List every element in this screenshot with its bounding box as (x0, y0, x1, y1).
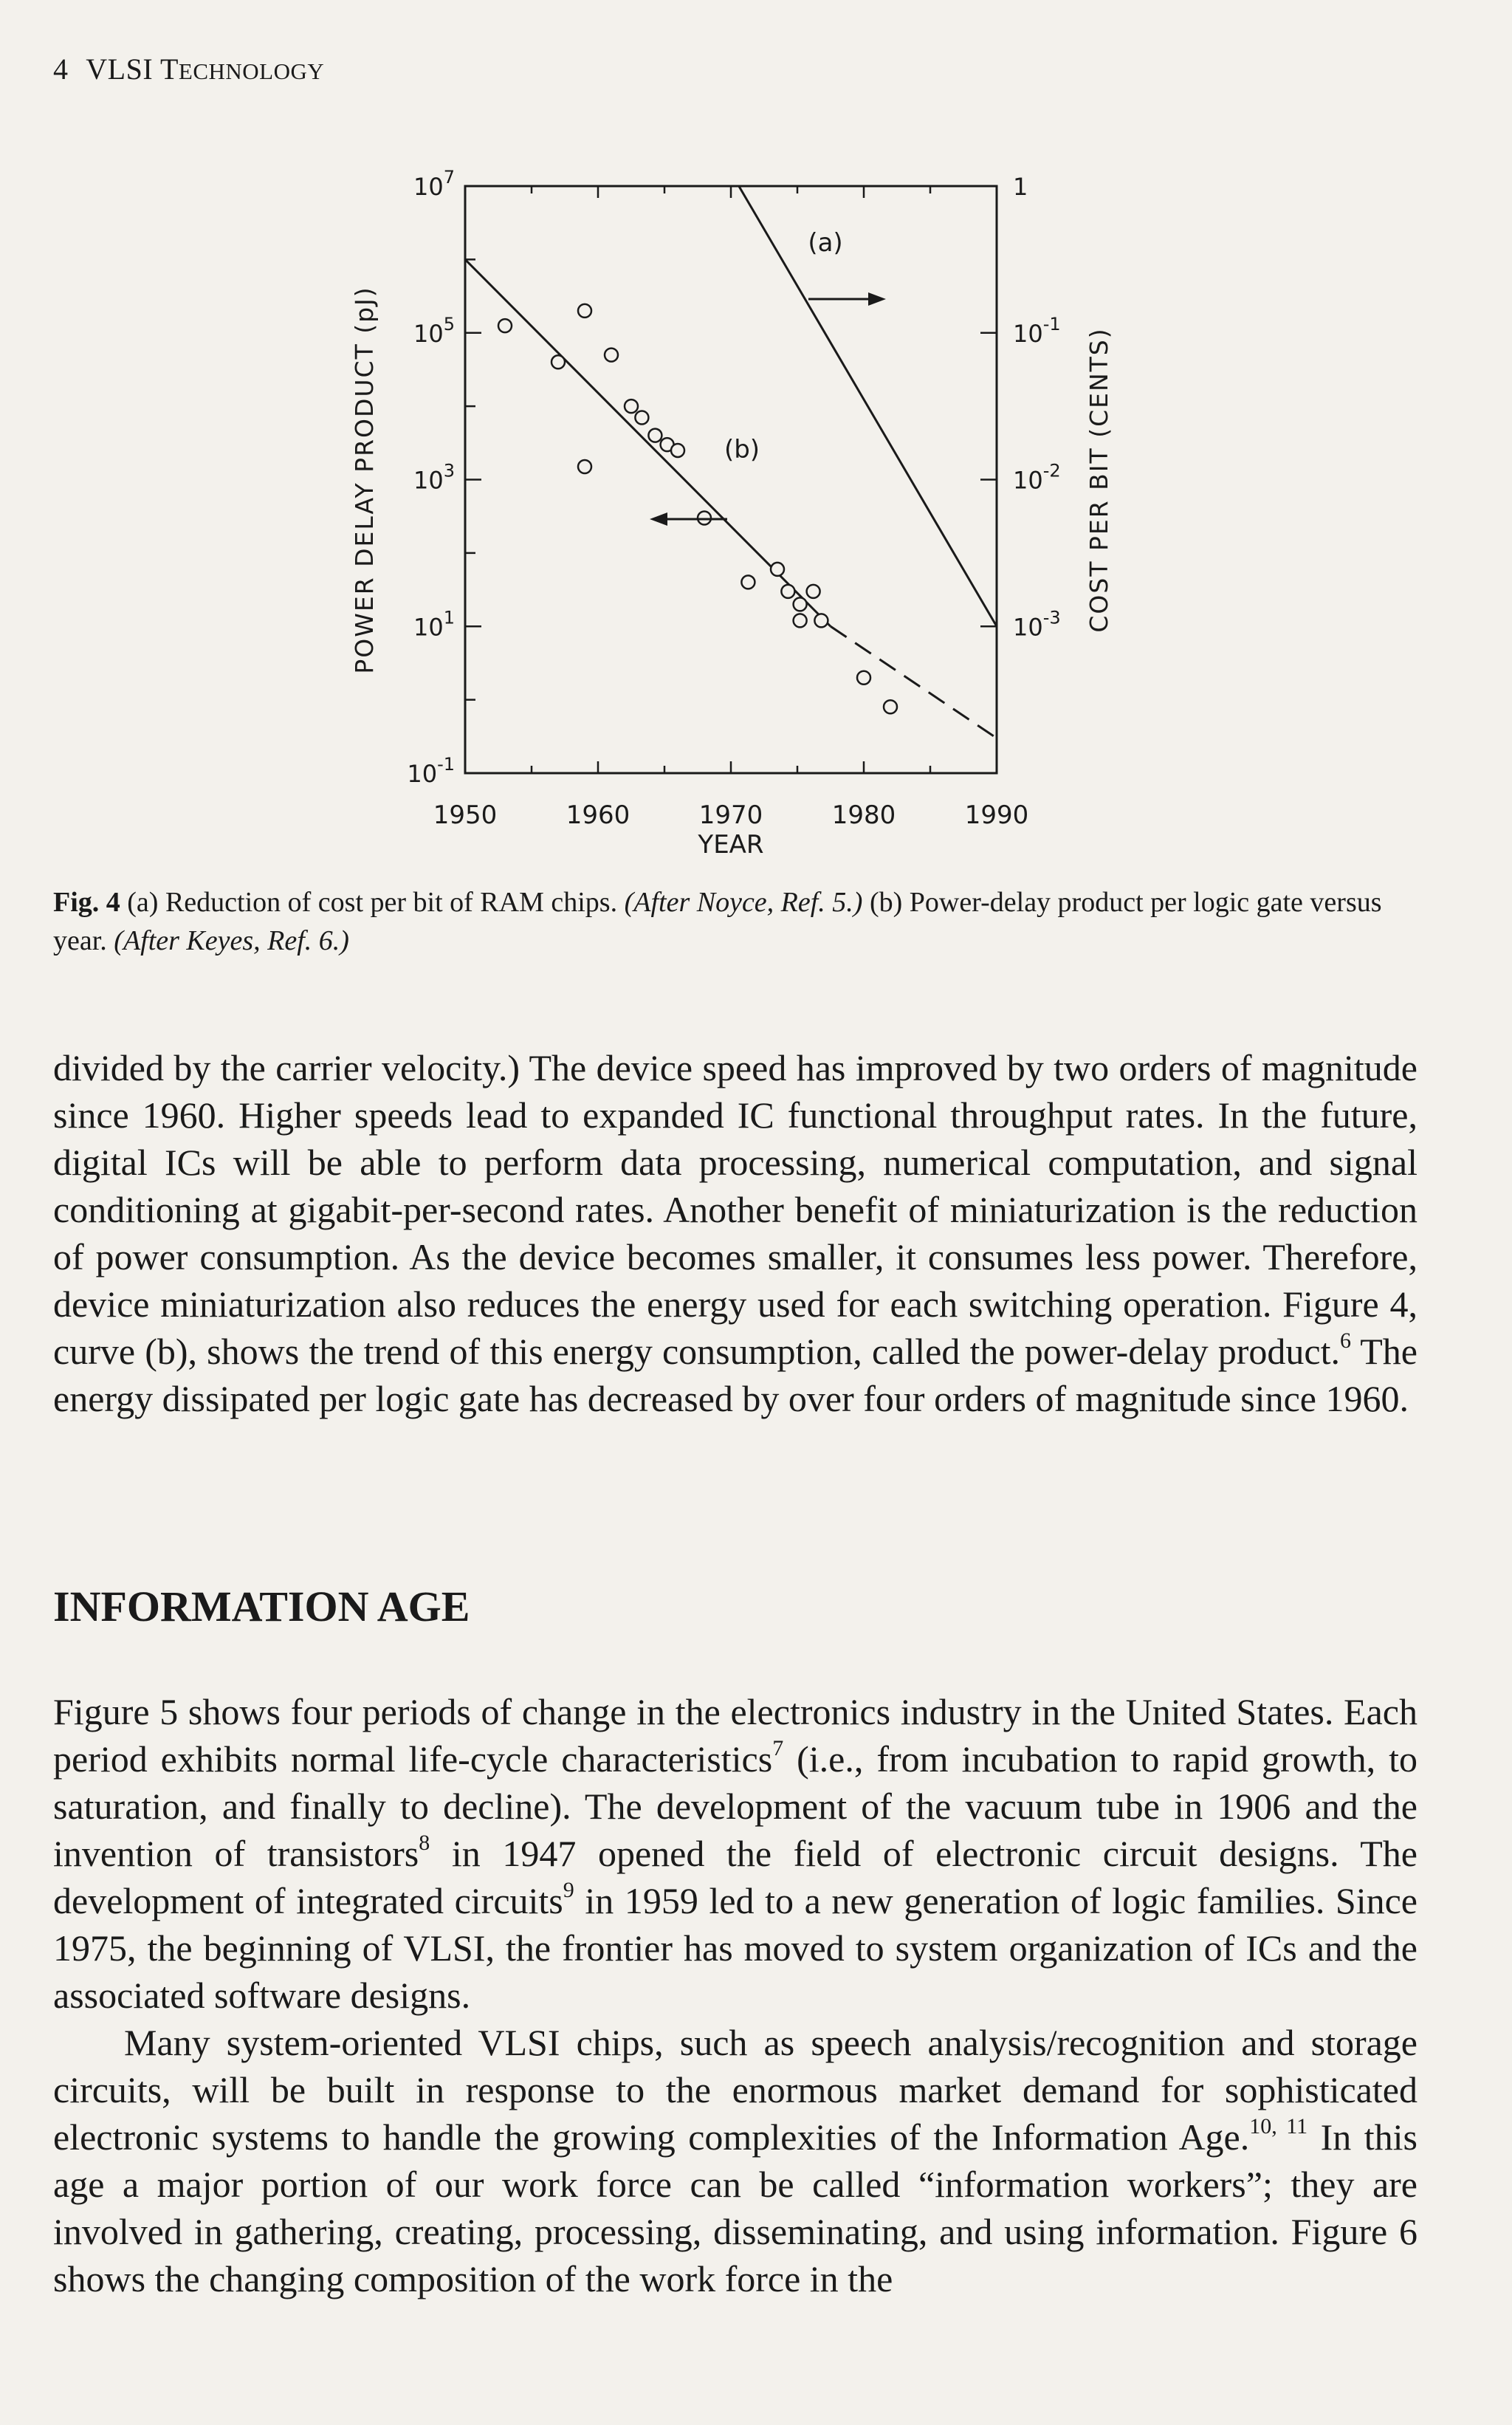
arrow-right-icon (808, 292, 886, 306)
data-point (794, 614, 807, 627)
footnote-ref: 7 (772, 1736, 784, 1760)
data-point (671, 444, 684, 457)
data-point (771, 563, 784, 576)
figure-4-chart (340, 155, 1166, 879)
p2-text-b: (i.e., from incubation to rapid growth, to saturation, and finally to decline). The development of the vacuum tube in 1906 and the invention of transistors (53, 1738, 1418, 1874)
y-tick-label: $10^1$ (413, 607, 455, 642)
body-section (53, 1688, 1418, 2302)
y2-tick-label: 1 (1013, 173, 1028, 201)
footnote-ref: 9 (563, 1878, 574, 1902)
x-tick-label: 1970 (698, 800, 763, 830)
data-point (625, 399, 638, 413)
caption-ref-b: (After Keyes, Ref. 6.) (114, 925, 349, 956)
tick-labels (407, 167, 1060, 830)
p2-text-a: Figure 5 shows four periods of change in the electronics industry in the United States. Each period exhibits normal life-cycle characteristics (53, 1691, 1418, 1780)
x-tick-label: 1950 (433, 800, 498, 830)
footnote-ref: 10, 11 (1249, 2114, 1308, 2138)
y-tick-label: $10^3$ (413, 460, 455, 495)
data-point (635, 411, 648, 425)
curve-b-extrapolation (831, 626, 997, 738)
p2-text-c: in 1947 opened the field of electronic circuit designs. The development of integrated circuits (53, 1833, 1418, 1921)
data-point (498, 319, 512, 332)
section-heading: INFORMATION AGE (53, 1582, 470, 1630)
curve-a-label: (a) (808, 228, 843, 258)
y-tick-label: $10^5$ (413, 313, 455, 348)
right-axis-label: COST PER BIT (CENTS) (1085, 327, 1113, 633)
running-title-small: ECHNOLOGY (178, 58, 325, 84)
y-tick-label: $10^7$ (413, 167, 455, 201)
data-point (578, 460, 591, 473)
running-title-caps: VLSI T (86, 52, 179, 86)
body-paragraph-1 (53, 1044, 1418, 1422)
y2-tick-label: $10^{-1}$ (1013, 313, 1061, 348)
data-point (807, 585, 820, 598)
caption-label: Fig. 4 (53, 887, 120, 918)
data-point (857, 671, 870, 685)
data-point (794, 597, 807, 611)
caption-ref-a: (After Noyce, Ref. 5.) (624, 887, 863, 918)
data-point (814, 614, 828, 627)
left-axis-label: POWER DELAY PRODUCT (pJ) (350, 286, 379, 674)
curve-b-label: (b) (724, 435, 760, 464)
footnote-ref: 6 (1340, 1328, 1351, 1353)
page-number: 4 (53, 52, 69, 86)
body-paragraph-2 (53, 1688, 1418, 2019)
running-head (53, 52, 324, 86)
x-tick-label: 1990 (964, 800, 1029, 830)
caption-part-a: (a) Reduction of cost per bit of RAM chips. (120, 887, 625, 918)
data-point (605, 349, 618, 362)
y2-tick-label: $10^{-2}$ (1013, 460, 1061, 495)
figure-caption (53, 883, 1426, 960)
data-point (698, 511, 711, 524)
data-point (578, 304, 591, 318)
data-point (551, 355, 565, 368)
data-point (648, 429, 662, 442)
p3-text-a: Many system-oriented VLSI chips, such as speech analysis/recognition and storage circuits, will be built in response to the enormous market demand for sophisticated electronic systems to handle the growing complexities of the Information Age. (53, 2022, 1418, 2158)
running-title (86, 52, 324, 86)
arrow-left-icon (650, 512, 727, 526)
curve-a-line (739, 186, 997, 626)
data-point (781, 585, 794, 598)
body-paragraph-3 (53, 2019, 1418, 2302)
p2-text-d: in 1959 led to a new generation of logic families. Since 1975, the beginning of VLSI, the frontier has moved to system organization of ICs and the associated software designs. (53, 1880, 1418, 2016)
caption-part-b: (b) Power-delay product per logic gate versus year. (53, 887, 1382, 956)
data-point (884, 700, 897, 713)
y2-tick-label: $10^{-3}$ (1013, 607, 1061, 642)
y-tick-label: $10^{-1}$ (407, 754, 455, 788)
p1-text-b: The energy dissipated per logic gate has decreased by over four orders of magnitude since 1960. (53, 1331, 1418, 1419)
p1-text-a: divided by the carrier velocity.) The device speed has improved by two orders of magnitude since 1960. Higher speeds lead to expanded IC functional throughput rates. In the future, digital ICs will be able to perform data processing, numerical computation, and signal conditioning at gigabit-per-second rates. Another benefit of miniaturization is the reduction of power consumption. As the device becomes smaller, it consumes less power. Therefore, device miniaturization also reduces the energy used for each switching operation. Figure 4, curve (b), shows the trend of this energy consumption, called the power-delay product. (53, 1047, 1418, 1372)
x-axis-label: YEAR (698, 830, 764, 860)
x-tick-label: 1960 (566, 800, 630, 830)
data-point (741, 575, 755, 589)
series-points (498, 304, 897, 713)
x-tick-label: 1980 (831, 800, 896, 830)
p3-text-b: In this age a major portion of our work force can be called “information workers”; they are involved in gathering, creating, processing, disseminating, and using information. Figure 6 shows the changing composition of the work force in the (53, 2116, 1418, 2299)
footnote-ref: 8 (419, 1831, 430, 1855)
